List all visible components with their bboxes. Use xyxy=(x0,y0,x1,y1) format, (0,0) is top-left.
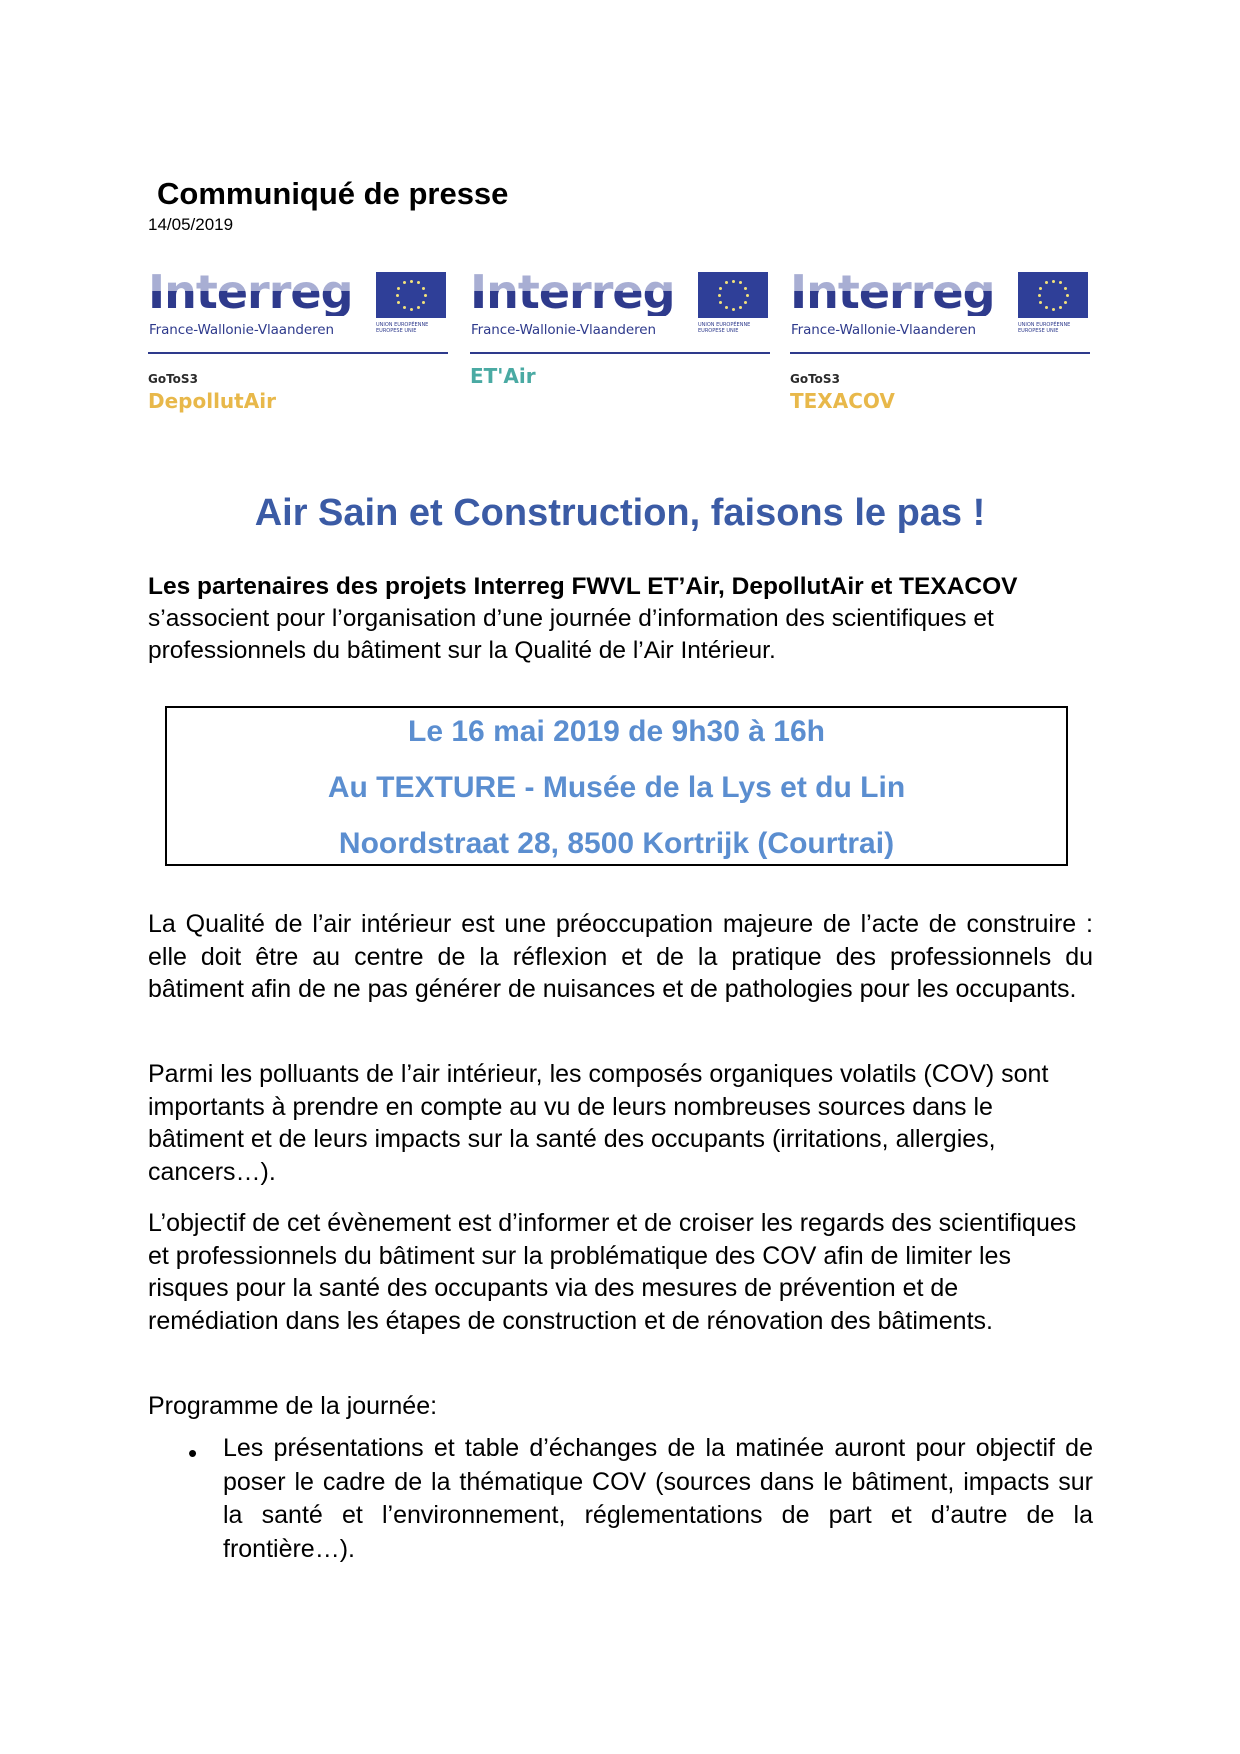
eu-star-icon xyxy=(422,301,425,304)
project-name: TEXACOV xyxy=(790,389,895,413)
page-title: Communiqué de presse xyxy=(157,176,509,211)
event-address: Noordstraat 28, 8500 Kortrijk (Courtrai) xyxy=(338,827,895,860)
program-title: Programme de la journée: xyxy=(148,1392,438,1420)
eu-star-icon xyxy=(719,301,722,304)
region-label: France-Wallonie-Vlaanderen xyxy=(791,322,976,338)
eu-star-icon xyxy=(424,294,427,297)
logo-divider xyxy=(790,352,1090,354)
project-name: ET'Air xyxy=(470,364,536,388)
interreg-wordmark: Interreg xyxy=(470,265,675,319)
eu-star-icon xyxy=(1066,294,1069,297)
eu-star-icon xyxy=(719,287,722,290)
eu-label-line1: UNION EUROPÉENNE xyxy=(376,322,429,328)
paragraph-air-quality: La Qualité de l’air intérieur est une préoccupation majeure de l’acte de construire : elle doit être au centre de la réflexion et de la pratique des professionnels du bâtiment afin de ne pas générer de nuisances et de pathologies pour les occupants. xyxy=(148,910,1093,1003)
eu-star-icon xyxy=(739,306,742,309)
eu-star-icon xyxy=(396,294,399,297)
eu-star-icon xyxy=(403,306,406,309)
logo-etair xyxy=(470,265,770,418)
bullet-icon: • xyxy=(188,1438,198,1468)
eu-label-line1: UNION EUROPÉENNE xyxy=(1018,322,1071,328)
eu-star-icon xyxy=(1059,281,1062,284)
eu-star-icon xyxy=(718,294,721,297)
eu-flag-icon xyxy=(1018,272,1088,318)
eu-star-icon xyxy=(422,287,425,290)
eu-star-icon xyxy=(739,281,742,284)
eu-star-icon xyxy=(746,294,749,297)
eu-star-icon xyxy=(1039,301,1042,304)
eu-label xyxy=(1018,322,1070,334)
eu-star-icon xyxy=(417,306,420,309)
release-date: 14/05/2019 xyxy=(148,215,234,234)
interreg-wordmark: Interreg xyxy=(148,265,353,319)
eu-star-icon xyxy=(1064,287,1067,290)
eu-star-icon xyxy=(1039,287,1042,290)
eu-star-icon xyxy=(744,287,747,290)
eu-star-icon xyxy=(1052,308,1055,311)
eu-star-icon xyxy=(725,281,728,284)
logo-divider xyxy=(470,352,770,354)
project-name: DepollutAir xyxy=(148,389,276,413)
eu-star-icon xyxy=(410,280,413,283)
program-item: Les présentations et table d’échanges de la matinée auront pour objectif de poser le cadre de la thématique COV (sources dans le bâtiment, impacts sur la santé et l’environnement, réglementations de part et d’autre de la frontière…). xyxy=(223,1434,1093,1563)
headline: Air Sain et Construction, faisons le pas ! xyxy=(254,492,986,534)
interreg-wordmark: Interreg xyxy=(790,265,995,319)
eu-star-icon xyxy=(1052,280,1055,283)
event-date: Le 16 mai 2019 de 9h30 à 16h xyxy=(408,715,825,748)
eu-star-icon xyxy=(1064,301,1067,304)
eu-label-line2: EUROPESE UNIE xyxy=(376,328,417,334)
region-label: France-Wallonie-Vlaanderen xyxy=(149,322,334,338)
paragraph-objective: L’objectif de cet évènement est d’informer et de croiser les regards des scientifiques et professionnels du bâtiment sur la problématique des COV afin de limiter les risques pour la santé des occupants via des mesures de prévention et de remédiation dans les étapes de construction et de rénovation des bâtiments. xyxy=(148,1209,1077,1335)
event-details-box xyxy=(165,706,1068,866)
paragraph-pollutants: Parmi les polluants de l’air intérieur, les composés organiques volatils (COV) sont importants à prendre en compte au vu de leurs nombreuses sources dans le bâtiment et de leurs impacts sur la santé des occupants (irritations, allergies, cancers…). xyxy=(148,1060,1049,1186)
eu-star-icon xyxy=(732,280,735,283)
eu-star-icon xyxy=(410,308,413,311)
eu-label xyxy=(376,322,428,334)
programme-label: GoToS3 xyxy=(148,372,198,386)
intro-bold: Les partenaires des projets Interreg FWVL ET’Air, DepollutAir et TEXACOV xyxy=(148,573,1018,600)
region-label: France-Wallonie-Vlaanderen xyxy=(471,322,656,338)
intro-paragraph xyxy=(148,571,1083,667)
logo-texacov xyxy=(790,265,1090,418)
eu-star-icon xyxy=(1045,281,1048,284)
eu-label-line1: UNION EUROPÉENNE xyxy=(698,322,751,328)
eu-star-icon xyxy=(725,306,728,309)
event-venue: Au TEXTURE - Musée de la Lys et du Lin xyxy=(327,771,906,804)
eu-star-icon xyxy=(744,301,747,304)
eu-label-line2: EUROPESE UNIE xyxy=(698,328,739,334)
programme-label: GoToS3 xyxy=(790,372,840,386)
eu-star-icon xyxy=(397,287,400,290)
eu-star-icon xyxy=(417,281,420,284)
intro-text: s’associent pour l’organisation d’une journée d’information des scientifiques et professionnels du bâtiment sur la Qualité de l’Air Intérieur. xyxy=(148,605,994,664)
logo-divider xyxy=(148,352,448,354)
eu-flag-icon xyxy=(698,272,768,318)
eu-star-icon xyxy=(403,281,406,284)
eu-label-line2: EUROPESE UNIE xyxy=(1018,328,1059,334)
eu-star-icon xyxy=(397,301,400,304)
eu-flag-icon xyxy=(376,272,446,318)
eu-star-icon xyxy=(1038,294,1041,297)
eu-star-icon xyxy=(1059,306,1062,309)
eu-star-icon xyxy=(732,308,735,311)
eu-star-icon xyxy=(1045,306,1048,309)
logo-depollutair xyxy=(148,265,448,418)
eu-label xyxy=(698,322,750,334)
